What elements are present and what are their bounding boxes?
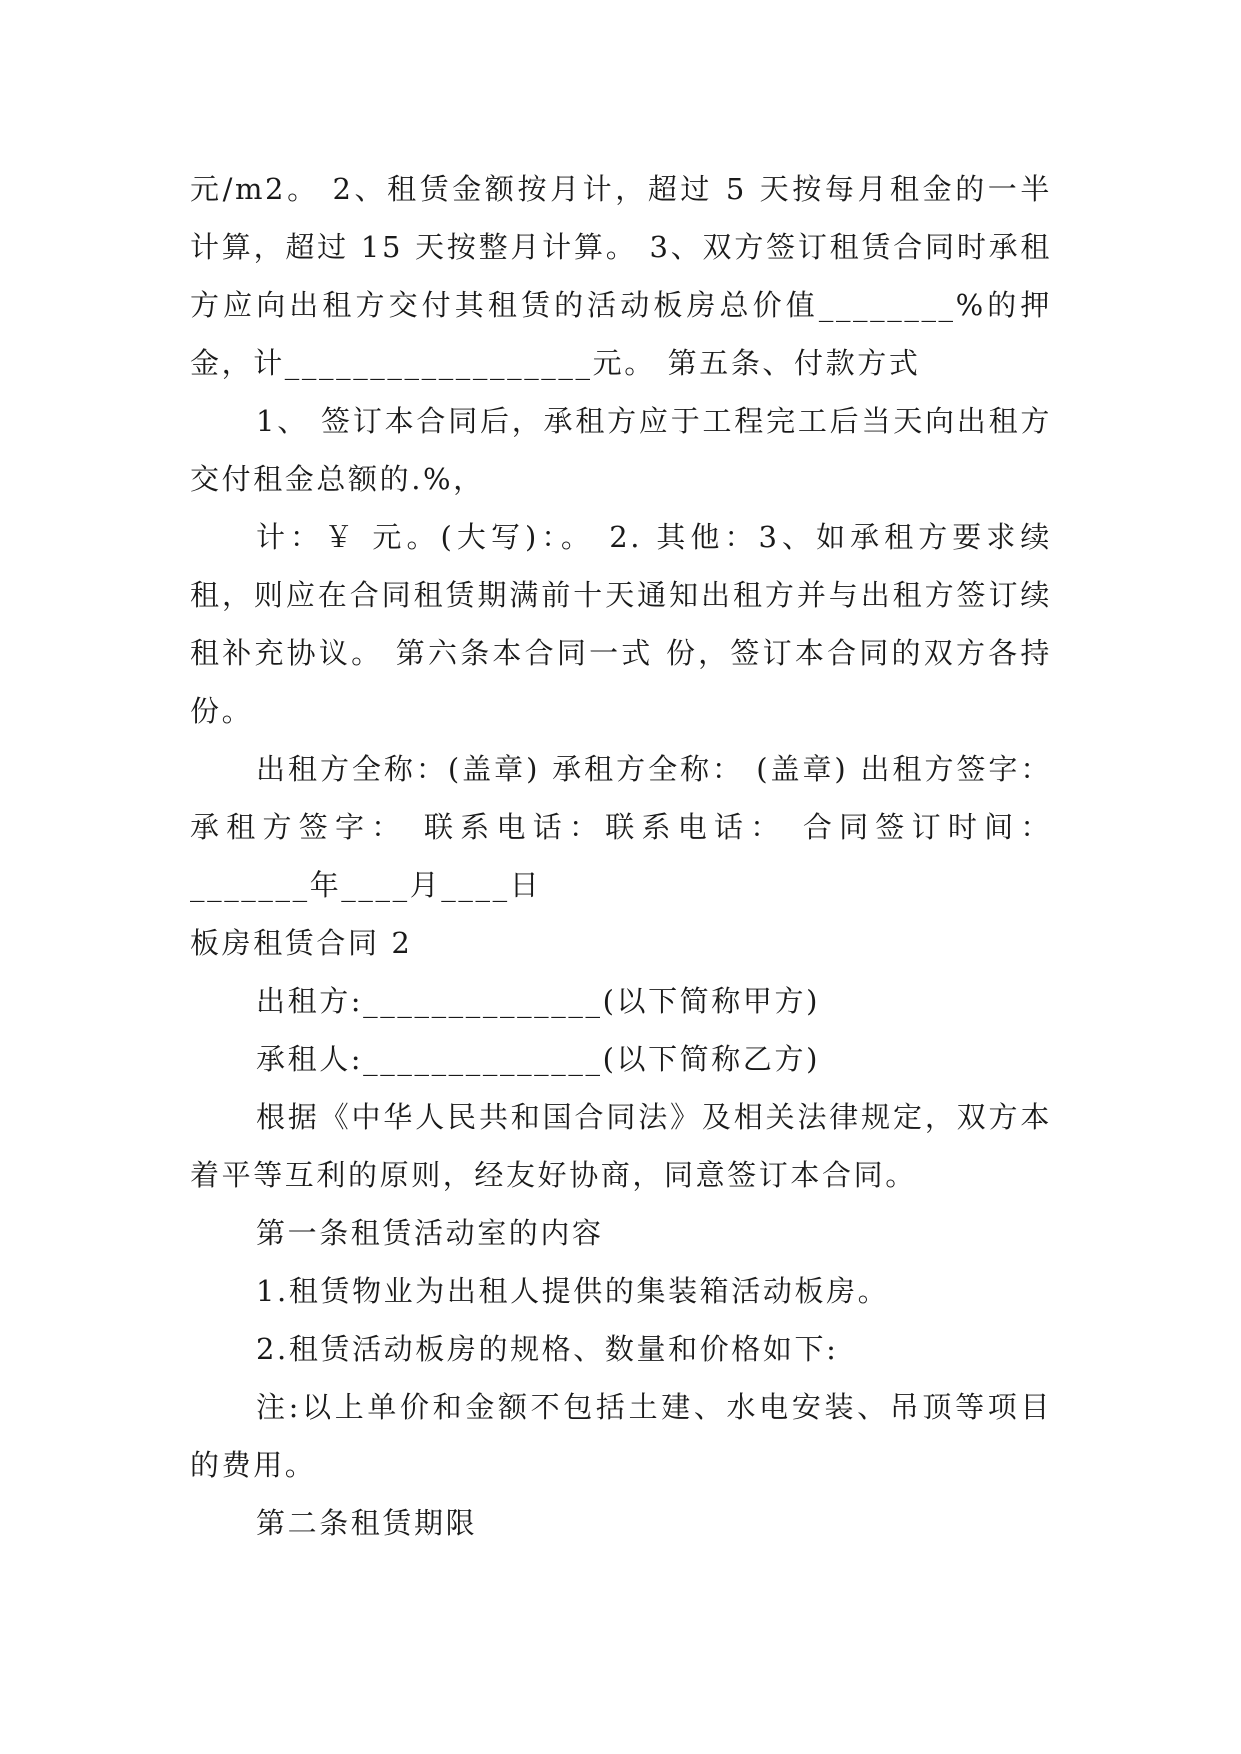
paragraph-signatures: 出租方全称：(盖章) 承租方全称： (盖章) 出租方签字： 承租方签字： 联系电话：联系电话： 合同签订时间：_______年____月____日 <box>190 752 1052 902</box>
article-2-heading: 第二条租赁期限 <box>256 1506 478 1540</box>
paragraph-payment-1: 1、 签订本合同后，承租方应于工程完工后当天向出租方交付租金总额的.%， <box>190 404 1052 496</box>
paragraph-rent-terms: 元/m2。 2、租赁金额按月计，超过 5 天按每月租金的一半计算，超过 15 天按整月计算。 3、双方签订租赁合同时承租方应向出租方交付其租赁的活动板房总价值________%的押金，计__________________元。 第五条、付款方式 <box>190 172 1052 380</box>
paragraph-payment-2: 计：￥ 元。(大写)：。 2. 其他：3、如承租方要求续租，则应在合同租赁期满前十天通知出租方并与出租方签订续租补充协议。 第六条本合同一式 份，签订本合同的双方各持 份。 <box>190 520 1052 728</box>
document-body <box>190 160 1052 1552</box>
article-1-item-2: 2.租赁活动板房的规格、数量和价格如下: <box>256 1332 839 1366</box>
article-1-heading: 第一条租赁活动室的内容 <box>256 1216 604 1250</box>
paragraph-legal-basis: 根据《中华人民共和国合同法》及相关法律规定，双方本着平等互利的原则，经友好协商，同意签订本合同。 <box>190 1100 1052 1192</box>
lessee-line: 承租人:______________(以下简称乙方) <box>256 1042 820 1076</box>
article-1-note: 注:以上单价和金额不包括土建、水电安装、吊顶等项目的费用。 <box>190 1390 1052 1482</box>
lessor-line: 出租方:______________(以下简称甲方) <box>256 984 820 1018</box>
article-1-item-1: 1.租赁物业为出租人提供的集装箱活动板房。 <box>256 1274 890 1308</box>
contract-title-2: 板房租赁合同 2 <box>190 926 413 960</box>
